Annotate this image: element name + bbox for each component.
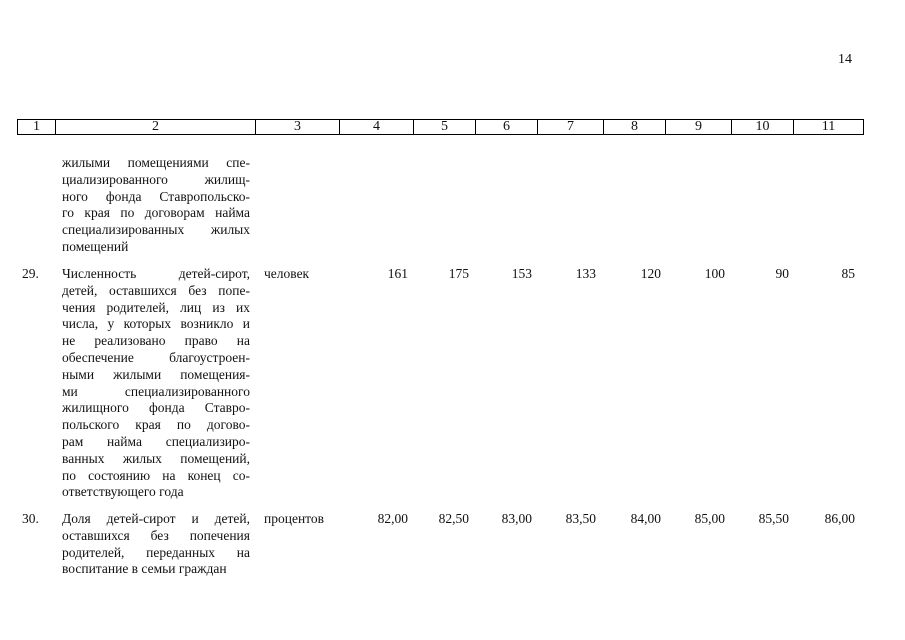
- column-header-9: 9: [666, 120, 732, 135]
- description-line: воспитание в семьи граждан: [62, 561, 227, 577]
- column-header-6: 6: [476, 120, 538, 135]
- description-line: специализированных жилых: [62, 222, 250, 238]
- row-value: 83,50: [565, 511, 596, 526]
- description-line: ного фонда Ставропольско-: [62, 188, 250, 204]
- description-line: ванных жилых помещений,: [62, 450, 250, 466]
- row-description: [62, 266, 250, 501]
- row-unit: человек: [264, 266, 310, 281]
- column-header-2: 2: [56, 120, 256, 135]
- description-line: чения родителей, лиц из их: [62, 299, 250, 315]
- row-value: 85: [841, 266, 855, 281]
- row-value: 133: [575, 266, 596, 281]
- row-value: 85,00: [694, 511, 725, 526]
- column-header-3: 3: [256, 120, 340, 135]
- column-header-8: 8: [604, 120, 666, 135]
- row-value: 83,00: [501, 511, 532, 526]
- description-line: Численность детей-сирот,: [62, 266, 250, 281]
- row-value: 82,00: [377, 511, 408, 526]
- row-value: 100: [704, 266, 725, 281]
- description-line: помещений: [62, 238, 129, 254]
- row-value: 85,50: [758, 511, 789, 526]
- description-line: по состоянию на конец со-: [62, 467, 250, 483]
- description-line: числа, у которых возникло и: [62, 316, 250, 332]
- description-line: ответствующего года: [62, 484, 184, 500]
- row-value: 175: [448, 266, 469, 281]
- row-number: 29.: [22, 266, 39, 281]
- row-description: [62, 155, 250, 256]
- column-header-10: 10: [732, 120, 794, 135]
- row-value: 161: [387, 266, 408, 281]
- column-header-table: [17, 119, 864, 135]
- column-header-7: 7: [538, 120, 604, 135]
- description-line: родителей, переданных на: [62, 544, 250, 560]
- description-line: рам найма специализиро-: [62, 433, 250, 449]
- description-line: Доля детей-сирот и детей,: [62, 511, 250, 526]
- row-value: 82,50: [438, 511, 469, 526]
- description-line: жилищного фонда Ставро-: [62, 400, 250, 416]
- column-header-1: 1: [18, 120, 56, 135]
- description-line: ными жилыми помещения-: [62, 366, 250, 382]
- row-number: 30.: [22, 511, 39, 526]
- column-header-11: 11: [794, 120, 864, 135]
- row-value: 86,00: [824, 511, 855, 526]
- description-line: жилыми помещениями спе-: [62, 155, 250, 170]
- row-value: 153: [511, 266, 532, 281]
- description-line: не реализовано право на: [62, 333, 250, 349]
- row-value: 120: [640, 266, 661, 281]
- column-header-4: 4: [340, 120, 414, 135]
- column-header-row: [18, 120, 864, 135]
- row-value: 90: [775, 266, 789, 281]
- row-description: [62, 511, 250, 578]
- row-unit: процентов: [264, 511, 325, 526]
- description-line: го края по договорам найма: [62, 205, 250, 221]
- row-value: 84,00: [630, 511, 661, 526]
- description-line: детей, оставшихся без попе-: [62, 282, 250, 298]
- description-line: польского края по догово-: [62, 417, 250, 433]
- description-line: обеспечение благоустроен-: [62, 349, 250, 365]
- page-number: 14: [838, 52, 852, 67]
- column-header-5: 5: [414, 120, 476, 135]
- description-line: ми специализированного: [62, 383, 250, 399]
- description-line: оставшихся без попечения: [62, 527, 250, 543]
- description-line: циализированного жилищ-: [62, 171, 250, 187]
